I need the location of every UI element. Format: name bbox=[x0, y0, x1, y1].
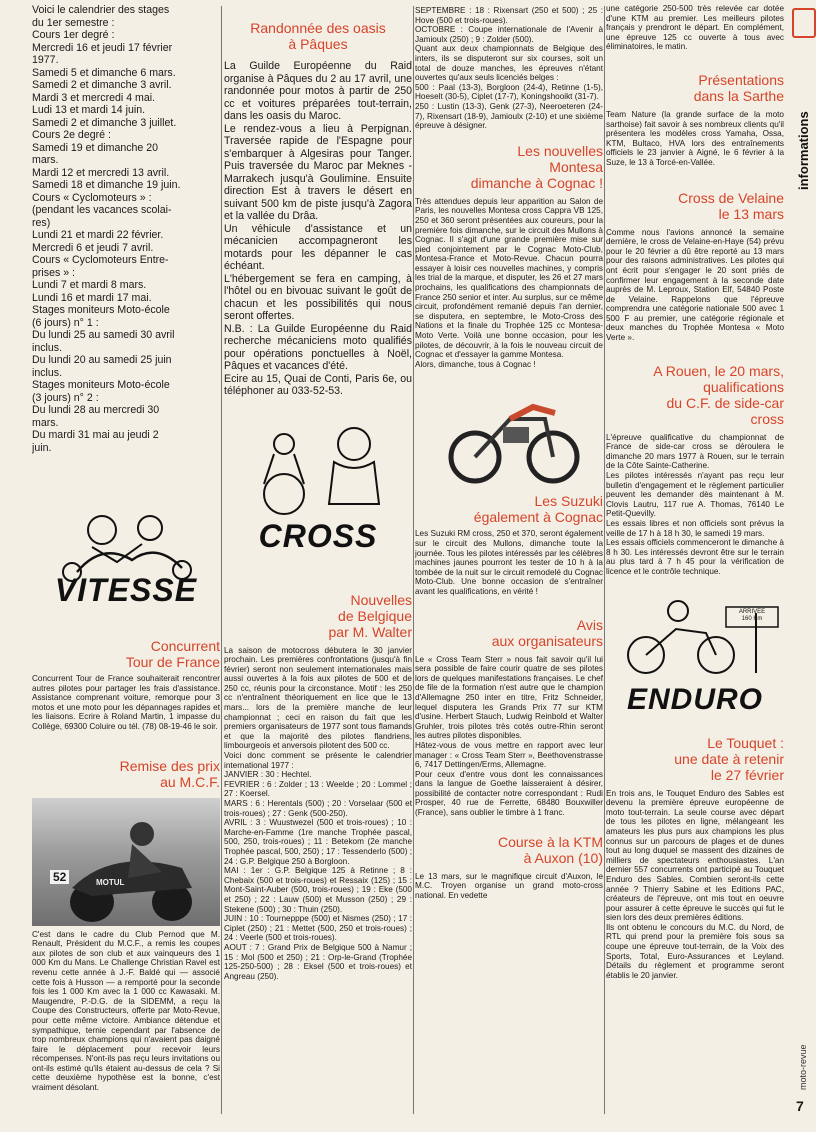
ktm-headline: Course à la KTM à Auxon (10) bbox=[497, 833, 603, 866]
remise-headline: Remise des prix au M.C.F. bbox=[119, 757, 220, 790]
avis-text: Le « Cross Team Sterr » nous fait savoir qu'il lui sera possible de faire courir quatre de ses pilotes lors de quelques manifestations françaises. Le chef de file de la formation n'est autre que le champion d'Allemagne 250 inter en titre, Fritz Schneider, lequel disputera les Grands Prix 77 sur KTM d'usine. Herbert Stauch, Ludwig Reinbold et Walter Gruhler, trois pilotes très cotés outre-Rhin seront les autres pilotes disponibles. Hâtez-vous de vous mettre en rapport avec leur manager : « Cross Team Sterr », Beethovenstrasse 6, 7417 Dettingen/Erms, Allemagne. Pour ceux d'entre vous dont les connaissances dans la langue de Goethe laisseraient à désirer, possibilité de contacter notre correspondant : Rudi Prosper, 40 rue de Ferrette, 68480 Bouxwiller (France), sans oublier le timbre à 1 franc. bbox=[415, 654, 603, 818]
suzuki-text: Les Suzuki RM cross, 250 et 370, seront également sur le circuit des Mullons, dimanche toute la journée. Tous les pilotes intéressés par les célèbres machines jaunes pourront les tester de 10 h à la tombée de la nuit sur le circuit remodelé du Cognac Moto-Club. Une bonne occasion de s'entraîner avant les qualifications, en vérité ! bbox=[415, 529, 603, 596]
velaine-text: Comme nous l'avions annoncé la semaine dernière, le cross de Velaine-en-Haye (54) prévu pour le 20 février a dû être reporté au 13 mars pour des raisons administratives. Les pilotes qui ont écrit pour s'engager le 20 sont priés de confirmer leur engagement à la seconde date auprès de M. Leproux, Station Elf, 54840 Poste de Velaine. Rappelons que l'épreuve comprendra une catégorie nationale 500 avec 1 500 F au premier, une catégorie régionale et deux manches du Trophée Montesa « Moto Verte ». bbox=[606, 227, 784, 343]
column-divider bbox=[604, 6, 605, 1114]
remise-photo bbox=[32, 798, 220, 926]
rando-text: La Guilde Européenne du Raid organise à Pâques du 2 au 17 avril, une randonnée pour motos à partir de 250 cc et voitures préparées tout-terrain, dans les oasis du Maroc. Le rendez-vous a lieu à Perpignan. Traversée rapide de l'Espagne pour s'embarquer à Algesiras pour Tanger. Puis traversée du Maroc par Meknes - Marrakech jusqu'à Goulimine. Ensuite direction Est à travers le désert en suivant 500 km de piste jusqu'à Zagora et la vallée du Drâa. Un véhicule d'assistance et un mécanicien accompagneront les motards pour les dépanner le cas échéant. L'hébergement se fera en camping, à l'hôtel ou en bivouac suivant le goût de chacun et les possibilités qui nous seront offertes. N.B. : La Guilde Européenne du Raid recherche mécaniciens moto qualifiés pour opérations ponctuelles à Noël, Pâques et vacances d'été. Ecire au 15, Quai de Conti, Paris 6e, ou téléphoner au 033-52-53. bbox=[224, 60, 412, 397]
magazine-logo-icon bbox=[792, 8, 816, 38]
stages-calendar: Voici le calendrier des stages du 1er semestre : Cours 1er degré : Mercredi 16 et jeudi 17 février 1977. Samedi 5 et dimanche 6 mars. Samedi 2 et dimanche 3 avril. Mardi 3 et mercredi 4 mai. Ludi 13 et mardi 14 juin. Samedi 2 et dimanche 3 juillet. Cours 2e degré : Samedi 19 et dimanche 20 mars. Mardi 12 et mercredi 13 avril. Samedi 18 et dimanche 19 juin. Cours « Cyclomoteurs » : (pendant les vacances scolai- res) Lundi 21 et mardi 22 février. Mercredi 6 et jeudi 7 avril. Cours « Cyclomoteurs Entre- prises » : Lundi 7 et mardi 8 mars. Lundi 16 et mardi 17 mai. Stages moniteurs Moto-école (6 jours) n° 1 : Du lundi 25 au samedi 30 avril inclus. Du lundi 20 au samedi 25 juin inclus. Stages moniteurs Moto-école (3 jours) n° 2 : Du lundi 28 au mercredi 30 mars. Du mardi 31 mai au jeudi 2 juin. bbox=[32, 4, 181, 454]
photo-race-plate: 52 bbox=[50, 870, 69, 884]
photo-fairing-brand: MOTUL bbox=[96, 877, 125, 887]
arrivee-sign-text: ARRIVEE 160 Km bbox=[738, 608, 766, 622]
section-label: informations bbox=[796, 111, 811, 190]
concurrent-text: Concurrent Tour de France souhaiterait rencontrer autres pilotes pour partager les frais d'assistance. Assistance comprenant voiture, remorque pour 3 motos et une moto pour les dépannages rapides et les liaisons. Ecrire à Roland Martin, 1 impasse du Collège, 69300 Coluire ou tél. (78) 08-19-46 le soir. bbox=[32, 674, 220, 731]
touquet-headline: Le Touquet : une date à retenir le 27 février bbox=[674, 734, 784, 783]
rando-headline: Randonnée des oasis à Pâques bbox=[250, 20, 386, 52]
column-divider bbox=[413, 6, 414, 1114]
enduro-illustration bbox=[606, 593, 784, 725]
rouen-headline: A Rouen, le 20 mars, qualifications du C.F. de side-car cross bbox=[653, 362, 784, 427]
page-number: 7 bbox=[796, 1098, 804, 1114]
dirt-bike-photo-icon bbox=[415, 379, 603, 487]
enduro-logo: ENDURO bbox=[626, 682, 763, 716]
remise-text: C'est dans le cadre du Club Pernod que M. Renault, Président du M.C.F., a remis les coupes aux pilotes de son club et aux vainqueurs des 1 000 Km du Mans. Le Challenge Christian Ravel est revenu cette année à J.-F. Baldé qui — associé cette fois à Husson — a remporté pour la seconde fois les 1 000 Km avec la 1 000 cc Kawasaki. M. Maugendre, P.-D.G. de la SIDEMM, a reçu la Coupe des Constructeurs, offerte par Moto-Revue, pour cette même victoire. Ambiance détendue et sympathique, ternie cependant par l'absence de trop nombreux champions qui n'avaient pas daigné faire le déplacement pour recevoir leurs récompenses. N'ont-ils pas reçu leurs invitations ou ont-ils estimé qu'ils étaient au-dessus de cela ? Si cette deuxième hypothèse est la bonne, c'est vraiment désolant. bbox=[32, 929, 220, 1093]
section-sidebar bbox=[790, 0, 816, 1132]
cross-logo: CROSS bbox=[258, 517, 378, 554]
magazine-name: moto-revue bbox=[798, 1044, 808, 1090]
belgique-continued-text: SEPTEMBRE : 18 : Rixensart (250 et 500) ; 25 : Hove (500 et trois-roues). OCTOBRE : Coupe internationale de l'Avenir à Jamioulx (250) ; 9 : Zolder (500). Quant aux deux championnats de Belgique des inters, ils se disputeront sur six courses, soit un total de douze manches, les épreuves n'étant ouvertes qu'aux seuls licenciés belges : 500 : Paal (13-3), Borgloon (24-4), Retinne (1-5), Hoeselt (30-5), Ciplet (17-7), Koningshooikt (31-7). 250 : Lustin (13-3), Genk (27-3), Neeroeteren (24-7), Rixensart (18-9), Jamioulx (2-10) et une sixième épreuve à désigner. bbox=[415, 6, 603, 131]
cross-illustration bbox=[224, 414, 412, 562]
vitesse-illustration bbox=[32, 502, 220, 622]
belgique-headline: Nouvelles de Belgique par M. Walter bbox=[328, 591, 412, 640]
column-divider bbox=[221, 6, 222, 1114]
vitesse-logo: VITESSE bbox=[54, 572, 198, 608]
sarthe-headline: Présentations dans la Sarthe bbox=[693, 71, 784, 104]
avis-headline: Avis aux organisateurs bbox=[491, 616, 603, 649]
suzuki-headline: Les Suzuki également à Cognac bbox=[473, 493, 603, 526]
ktm-continued-text: une catégorie 250-500 très relevée car dotée d'une KTM au premier. Les meilleurs pilotes français y prendront le départ. En complément, une épreuve 125 cc ouverte à tous avec éliminatoires, le matin. bbox=[606, 4, 784, 52]
column-3 bbox=[415, 0, 603, 900]
belgique-text: La saison de motocross débutera le 30 janvier prochain. Les premières confrontations (jusqu'à fin février) seront non seulement internationales mais aussi ouvertes à la fois aux pilotes de 500 et de 250 cc, réunis pour la circonstance. Motif : les 250 cc n'entraînent théoriquement en lice que le 13 mars... lors de la première manche de leur championnat ; ceci en raison du fait que les premiers organisateurs de 1977 sont tous flamands et que la majorité des pilotes flandriens, limbourgeois et anversois pilotent des 500 cc. Voici donc comment se présente le calendrier international 1977 : JANVIER : 30 : Hechtel. FEVRIER : 6 : Zolder ; 13 : Weelde ; 20 : Lommel ; 27 : Koersel. MARS : 6 : Herentals (500) ; 20 : Vorselaar (500 et trois-roues) ; 27 : Genk (500-250). AVRIL : 3 : Wuustwezel (500 et trois-roues) ; 10 : Marche-en-Famme (1re manche Trophée pascal, 500, 250, trois-roues) ; 11 : Betekom (2e manche Trophée pascal, 500, 250) ; 17 : Tessenderlo (500) ; 24 : G.P. Belgique 250 à Borgloon. MAI : 1er : G.P. Belgique 125 à Retinne ; 8 : Chebaix (500 et trois-roues) et Ressaix (125) ; 15 : Mont-Saint-Auber (500, trois-roues) ; 19 : Eke (500 et 250) ; 22 : Lauw (500) et Musson (250) ; 29 : Stekene (500) ; 30 : Thuin (250). JUIN : 10 : Tournepppe (500) et Nismes (250) ; 17 : Ciplet (250) ; 21 : Mettet (500, 250 et trois-roues) ; 24 : Veerle (500 et trois-roues). AOUT : 7 : Grand Prix de Belgique 500 à Namur ; 15 : Mol (500 et 250) ; 21 : Orp-le-Grand (Trophée 125-250-500) ; 28 : Eksel (500 et trois-roues) et Angreau (250). bbox=[224, 645, 412, 981]
velaine-headline: Cross de Velaine le 13 mars bbox=[678, 189, 784, 222]
montesa-headline: Les nouvelles Montesa dimanche à Cognac ! bbox=[470, 142, 603, 191]
montesa-text: Très attendues depuis leur apparition au Salon de Paris, les nouvelles Montesa cross Cappra VB 125, 250 et 360 seront présentées aux coureurs, pour la première fois dimanche, sur le circuit des Mullons à Cognac. Il s'agit d'une grande première mise sur pied conjointement par le Cognac Moto-Club, Montesa-France et Moto-Revue. Chacun pourra essayer à loisir ces nouvelles machines, y compris les trial de la marque, et disputer, les 26 et 27 mars prochains, les qualifications des championnats de France 250 senior et inter. Au surplus, sur ce même circuit, profondément remanié depuis l'an dernier, se disputera, en septembre, le Moto-Cross des Nations et la finale du Trophée 125 cc Montesa-Moto Verte. Voilà une bonne occasion, pour les pilotes, de découvrir, à la fois le nouveau circuit de Cognac et d'essayer la gamme Montesa. Alors, dimanche, tous à Cognac ! bbox=[415, 196, 603, 369]
montesa-photo bbox=[415, 379, 603, 487]
column-4 bbox=[606, 0, 784, 980]
rouen-text: L'épreuve qualificative du championnat de France de side-car cross se déroulera le dimanche 20 mars 1977 à Rouen, sur le terrain de la Côte Sainte-Catherine. Les pilotes intéressés n'ayant pas reçu leur bulletin d'engagement et le règlement particulier peuvent les demander dès maintenant à M. Clovis Lautru, 117 rue A. Thomas, 76140 Le Petit-Quevilly. Les essais libres et non officiels sont prévus la veille de 17 h à 18 h 30, le samedi 19 mars. Les essais officiels commenceront le dimanche à 8 h 30. Les intéressés devront être sur le terrain au plus tard à 7 h 45 pour la vérification de licence et le contrôle technique. bbox=[606, 432, 784, 576]
ktm-text: Le 13 mars, sur le magnifique circuit d'Auxon, le M.C. Troyen organise un grand moto-cross national. En vedette bbox=[415, 871, 603, 900]
column-1 bbox=[32, 0, 220, 1093]
sarthe-text: Team Nature (la grande surface de la moto sarthoise) fait savoir à ses nombreux clients qu'il présentera les modèles cross Yamaha, Ossa, KTM, Bultaco, HVA lors des entraînements officiels le 23 janvier à Aigné, le 6 février à la Suze, le 13 à Torcé-en-Vallée. bbox=[606, 109, 784, 167]
column-2 bbox=[224, 0, 412, 981]
racing-motorcycle-icon bbox=[32, 798, 220, 926]
concurrent-headline: Concurrent Tour de France bbox=[125, 638, 220, 670]
touquet-text: En trois ans, le Touquet Enduro des Sables est devenu la première épreuve européenne de moto tout-terrain. La seule course avec départ de tous les pilotes en ligne, mélangeant les amateurs les plus purs aux champions les plus connus sur un parcours de plages et de dunes tout au long duquel se massent des dizaines de milliers de spectateurs enthousiastes. L'an dernier 557 concurrents ont participé au Touquet Enduro des Sables. Combien seront-ils cette année ? Thierry Sabine et les Editions PAC, créateurs de l'épreuve, ont mis tout en oeuvre pour assurer à cette épreuve le succès qui fut le sien lors des deux premières éditions. Ils ont obtenu le concours du M.C. du Nord, de RTL qui prend pour la première fois sous sa coupe une épreuve tout-terrain, de la Voix des Sports, Total, Euro-Assurances et Leyland. Détails du règlement et programme seront établis le 20 janvier. bbox=[606, 788, 784, 980]
